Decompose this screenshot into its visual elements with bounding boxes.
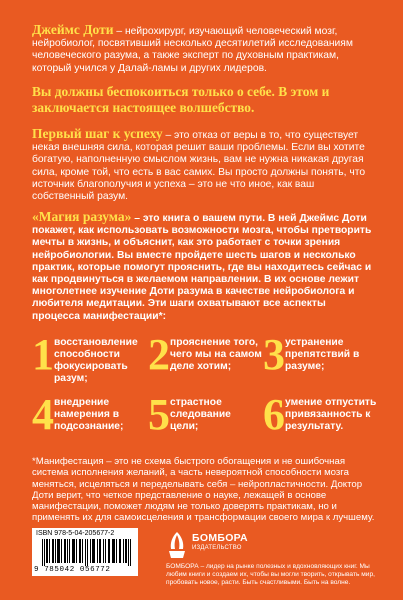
step-item bbox=[263, 330, 378, 386]
barcode-bars-icon bbox=[42, 539, 132, 566]
magic-text: – это книга о вашем пути. В ней Джеймс Доти покажет, как использовать возможности мозга, чтобы претворить мечты в жизнь, и объяснит, как это работает с точки зрения нейробиологии. Вы вместе пройдете шесть шагов и несколько практик, которые помогут прояснить, где вы находитесь сейчас и как продвинуться в желаемом направлении. В их основе лежит многолетнее изучение Доти разума в качестве нейробиолога и любителя медитации. Эти шаги охватывают все аспекты процесса манифестации*: bbox=[32, 213, 372, 322]
step-item bbox=[32, 390, 147, 446]
step-item bbox=[148, 390, 263, 446]
step-item bbox=[148, 330, 263, 386]
step-number: 2 bbox=[148, 330, 170, 379]
step-number: 5 bbox=[148, 390, 170, 439]
step-text: прояснение того, чего мы на самом деле хотим; bbox=[170, 337, 262, 372]
publisher-name: БОМБОРА bbox=[192, 532, 248, 544]
author-name: Джеймс Доти bbox=[32, 22, 114, 37]
bombora-logo-icon bbox=[166, 531, 188, 559]
first-step-paragraph bbox=[32, 128, 372, 203]
footnote: *Манифестация – это не схема быстрого обогащения и не ошибочная система исполнения желаний, а часть невероятной способности мозга меняться, исцеляться и переделывать себя – нейропластичности. Доктор Доти верит, что четкое представление о науке, лежащей в основе манифестации, поможет людям не только доверять практикам, но и применять их для самоисцеления и трансформации своего мира к лучшему. bbox=[32, 456, 375, 524]
intro-text: – нейрохирург, изучающий человеческий мозг, нейробиолог, посвятивший несколько десятилетий исследованиям человеческого разума, а также эксперт по духовным практикам, который учился у Далай-ламы и других лидеров. bbox=[32, 26, 353, 74]
barcode-digits: 9 785042 056772 bbox=[34, 566, 111, 574]
step-number: 1 bbox=[32, 330, 54, 379]
magic-paragraph bbox=[32, 211, 372, 323]
step-text: внедрение намерения в подсознание; bbox=[54, 397, 124, 432]
step-number: 4 bbox=[32, 390, 54, 439]
step-text: устранение препятствий в разуме; bbox=[285, 337, 360, 372]
publisher-tagline: БОМБОРА – лидер на рынке полезных и вдохновляющих книг. Мы любим книги и создаем их, чтобы вы могли творить, открывать мир, пробовать новое, расти. Быть счастливыми. Быть на волне. bbox=[166, 563, 375, 586]
step-number: 6 bbox=[263, 390, 285, 439]
intro-paragraph bbox=[32, 24, 372, 75]
step-text: страстное следование цели; bbox=[170, 397, 231, 432]
step-item bbox=[32, 330, 147, 386]
publisher-subtitle: ИЗДАТЕЛЬСТВО bbox=[192, 545, 242, 551]
headline: Вы должны беспокоиться только о себе. В этом и заключается настоящее волшебство. bbox=[32, 84, 330, 115]
barcode bbox=[32, 528, 138, 576]
step-text: восстановление способности фокусировать разум; bbox=[54, 337, 138, 384]
step-item bbox=[263, 390, 378, 446]
magic-lead: «Магия разума» bbox=[32, 209, 132, 224]
isbn-label: ISBN 978-5-04-205677-2 bbox=[36, 530, 115, 537]
step-text: умение отпустить привязанность к результату. bbox=[285, 397, 377, 432]
first-step-lead: Первый шаг к успеху bbox=[32, 126, 163, 141]
first-step-text: – это отказ от веры в то, что существует некая внешняя сила, которая решит ваши проблемы. Если вы хотите богатую, наполненную смыслом жизнь, вам не нужна никакая другая сила, кроме той, что есть в вас самих. Вы просто должны понять, что источник благополучия и успеха – это не что иное, как ваш собственный разум. bbox=[32, 130, 366, 203]
step-number: 3 bbox=[263, 330, 285, 379]
steps-grid bbox=[32, 330, 377, 446]
